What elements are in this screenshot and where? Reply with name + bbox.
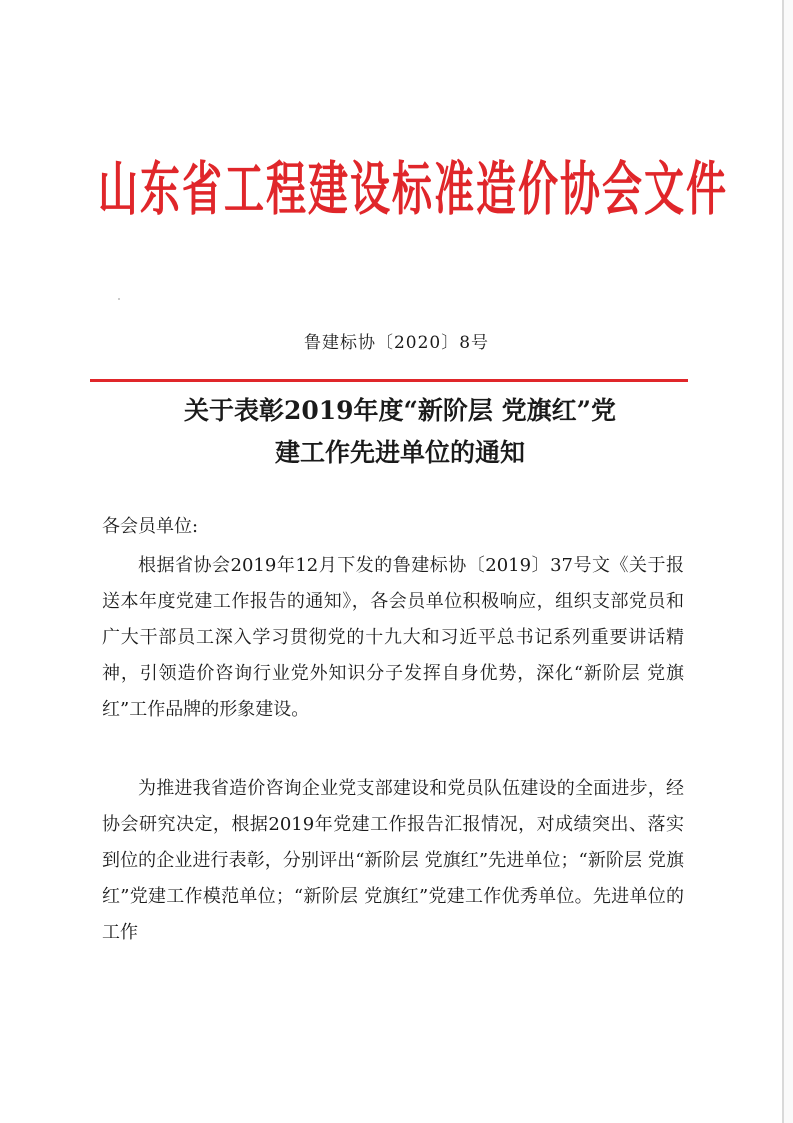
scan-edge-line bbox=[782, 0, 784, 1123]
organization-header-title: 山东省工程建设标准造价协会文件 bbox=[98, 156, 728, 224]
notice-title-line-2: 建工作先进单位的通知 bbox=[274, 438, 525, 467]
document-number: 鲁建标协〔2020〕8号 bbox=[303, 333, 490, 353]
scan-margin bbox=[784, 0, 793, 1123]
notice-title bbox=[100, 390, 700, 474]
scan-speck bbox=[118, 298, 120, 300]
notice-title-line-1: 关于表彰2019年度“新阶层 党旗红”党 bbox=[183, 396, 617, 425]
red-divider-line bbox=[90, 379, 688, 382]
body-paragraph-1: 根据省协会2019年12月下发的鲁建标协〔2019〕37号文《关于报送本年度党建工作报告的通知》，各会员单位积极响应，组织支部党员和广大干部员工深入学习贯彻党的十九大和习近平总书记系列重要讲话精神，引领造价咨询行业党外知识分子发挥自身优势，深化“新阶层 党旗红”工作品牌的形象建设。 bbox=[102, 555, 684, 720]
body-paragraph-2: 为推进我省造价咨询企业党支部建设和党员队伍建设的全面进步，经协会研究决定，根据2019年党建工作报告汇报情况，对成绩突出、落实到位的企业进行表彰，分别评出“新阶层 党旗红”先进单位；“新阶层 党旗红”党建工作模范单位；“新阶层 党旗红”党建工作优秀单位。先进单位的工作 bbox=[102, 778, 684, 943]
salutation: 各会员单位: bbox=[102, 516, 199, 537]
